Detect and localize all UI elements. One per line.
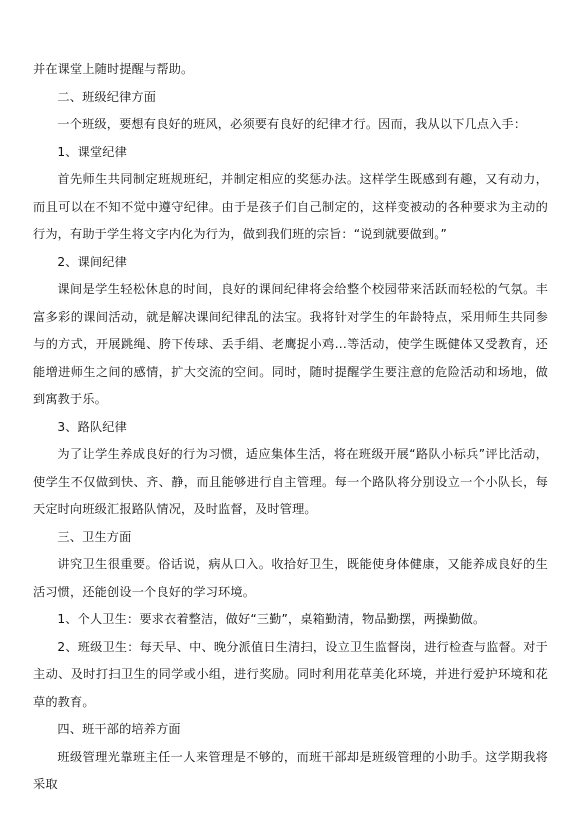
paragraph-hygiene-intro: 讲究卫生很重要。俗话说，病从口入。收拾好卫生，既能使身体健康，又能养成良好的生活习惯，还能创设一个良好的学习环境。 — [33, 557, 548, 599]
paragraph-class-hygiene: 2、班级卫生：每天早、中、晚分派值日生清扫，设立卫生监督岗，进行检查与监督。对于主动、及时打扫卫生的同学或小组，进行奖励。同时利用花草美化环境，并进行爱护环境和花草的教育。 — [33, 639, 548, 709]
subheading-classroom-discipline: 1、课堂纪律 — [57, 144, 127, 159]
paragraph-classroom-discipline: 首先师生共同制定班规班纪，并制定相应的奖惩办法。这样学生既感到有趣，又有动力，而且可以在不知不觉中遵守纪律。由于是孩子们自己制定的，这样变被动的各种要求为主动的行为，有助于学生将文字内化为行为，做到我们班的宗旨：“说到就要做到。” — [33, 172, 548, 241]
paragraph-class-cadres: 班级管理光靠班主任一人来管理是不够的，而班干部却是班级管理的小助手。这学期我将采取 — [33, 749, 548, 791]
paragraph-break-discipline: 课间是学生轻松休息的时间，良好的课间纪律将会给整个校园带来活跃而轻松的气氛。丰富多彩的课间活动，就是解决课间纪律乱的法宝。我将针对学生的年龄特点，采用师生共同参与的方式，开展跳绳、胯下传球、丢手绢、老鹰捉小鸡…等活动，使学生既健体又受教育，还能增进师生之间的感情，扩大交流的空间。同时，随时提醒学生要注意的危险活动和场地，做到寓教于乐。 — [33, 282, 548, 406]
section-heading-discipline: 二、班级纪律方面 — [57, 89, 157, 104]
paragraph-discipline-intro: 一个班级，要想有良好的班风，必须要有良好的纪律才行。因而，我从以下几点入手： — [57, 117, 527, 131]
section-heading-class-cadres: 四、班干部的培养方面 — [57, 722, 181, 736]
paragraph-line-discipline: 为了让学生养成良好的行为习惯，适应集体生活，将在班级开展“路队小标兵”评比活动，使学生不仅做到快、齐、静，而且能够进行自主管理。每一个路队将分别设立一个小队长，每天定时向班级汇报路队情况，及时监督，及时管理。 — [33, 447, 548, 516]
section-heading-hygiene: 三、卫生方面 — [57, 529, 132, 544]
paragraph-continuation: 并在课堂上随时提醒与帮助。 — [33, 62, 194, 76]
subheading-break-discipline: 2、课间纪律 — [57, 254, 127, 269]
subheading-line-discipline: 3、路队纪律 — [57, 419, 127, 434]
paragraph-personal-hygiene: 1、个人卫生：要求衣着整洁，做好“三勤”，桌箱勤清，物品勤摆，两操勤做。 — [57, 612, 486, 626]
